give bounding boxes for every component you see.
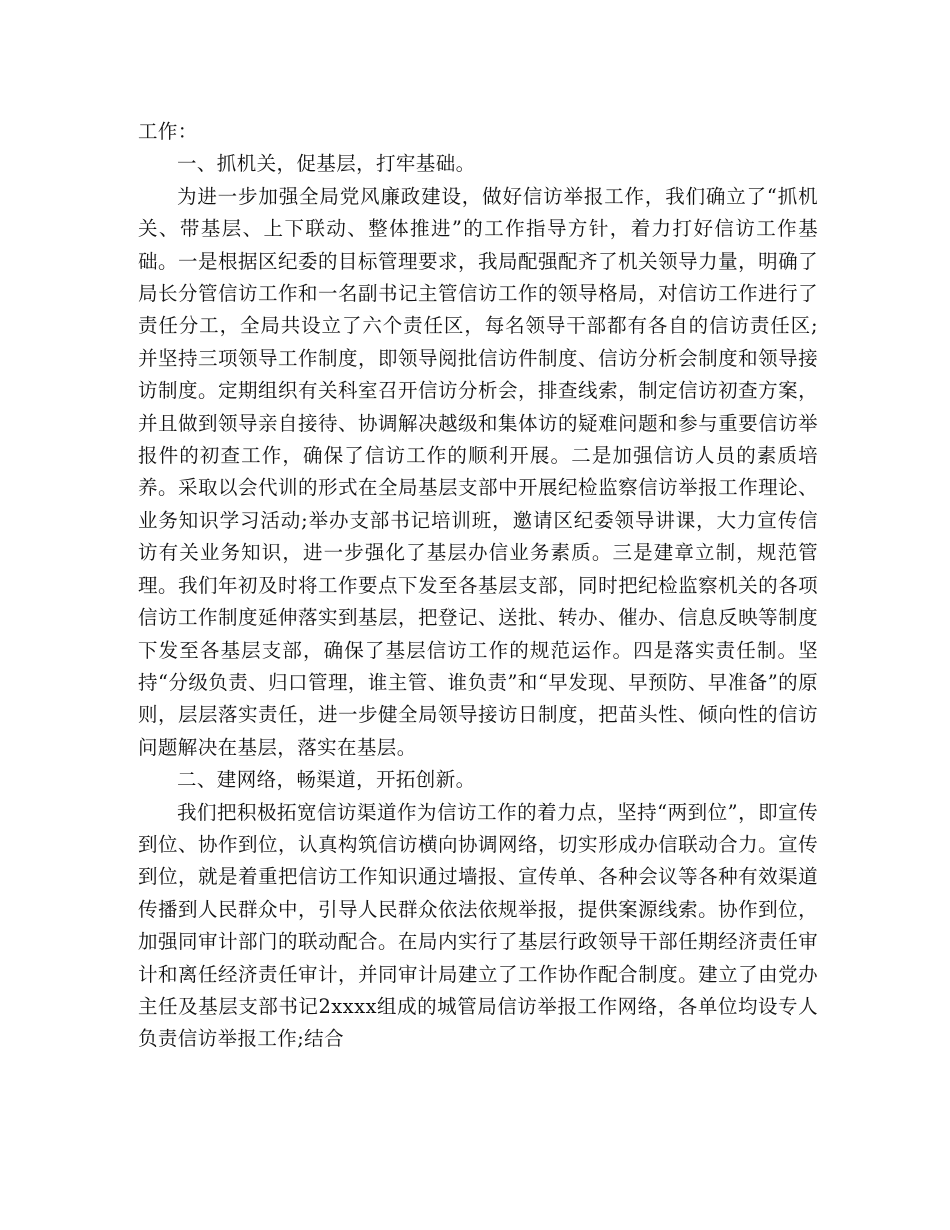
section-1-body: 为进一步加强全局党风廉政建设，做好信访举报工作，我们确立了“抓机关、带基层、上下联动、整体推进”的工作指导方针，着力打好信访工作基础。一是根据区纪委的目标管理要求，我局配强配齐了机关领导力量，明确了局长分管信访工作和一名副书记主管信访工作的领导格局，对信访工作进行了责任分工，全局共设立了六个责任区，每名领导干部都有各自的信访责任区;并坚持三项领导工作制度，即领导阅批信访件制度、信访分析会制度和领导接访制度。定期组织有关科室召开信访分析会，排查线索，制定信访初查方案，并且做到领导亲自接待、协调解决越级和集体访的疑难问题和参与重要信访举报件的初查工作，确保了信访工作的顺利开展。二是加强信访人员的素质培养。采取以会代训的形式在全局基层支部中开展纪检监察信访举报工作理论、业务知识学习活动;举办支部书记培训班，邀请区纪委领导讲课，大力宣传信访有关业务知识，进一步强化了基层办信业务素质。三是建章立制，规范管理。我们年初及时将工作要点下发至各基层支部，同时把纪检监察机关的各项信访工作制度延伸落实到基层，把登记、送批、转办、催办、信息反映等制度下发至各基层支部，确保了基层信访工作的规范运作。四是落实责任制。坚持“分级负责、归口管理，谁主管、谁负责”和“早发现、早预防、早准备”的原则，层层落实责任，进一步健全局领导接访日制度，把苗头性、倾向性的信访问题解决在基层，落实在基层。 — [138, 184, 818, 759]
document-body — [138, 116, 818, 1056]
section-heading-1: 一、抓机关，促基层，打牢基础。 — [177, 152, 476, 176]
paragraph-continuation: 工作： — [138, 120, 198, 143]
section-2-body: 我们把积极拓宽信访渠道作为信访工作的着力点，坚持“两到位”，即宣传到位、协作到位，认真构筑信访横向协调网络，切实形成办信联动合力。宣传到位，就是着重把信访工作知识通过墙报、宣传单、各种会议等各种有效渠道传播到人民群众中，引导人民群众依法依规举报，提供案源线索。协作到位，加强同审计部门的联动配合。在局内实行了基层行政领导干部任期经济责任审计和离任经济责任审计，并同审计局建立了工作协作配合制度。建立了由党办主任及基层支部书记2xxxx组成的城管局信访举报工作网络，各单位均设专人负责信访举报工作;结合 — [138, 800, 818, 1051]
section-heading-2: 二、建网络，畅渠道，开拓创新。 — [177, 768, 476, 792]
